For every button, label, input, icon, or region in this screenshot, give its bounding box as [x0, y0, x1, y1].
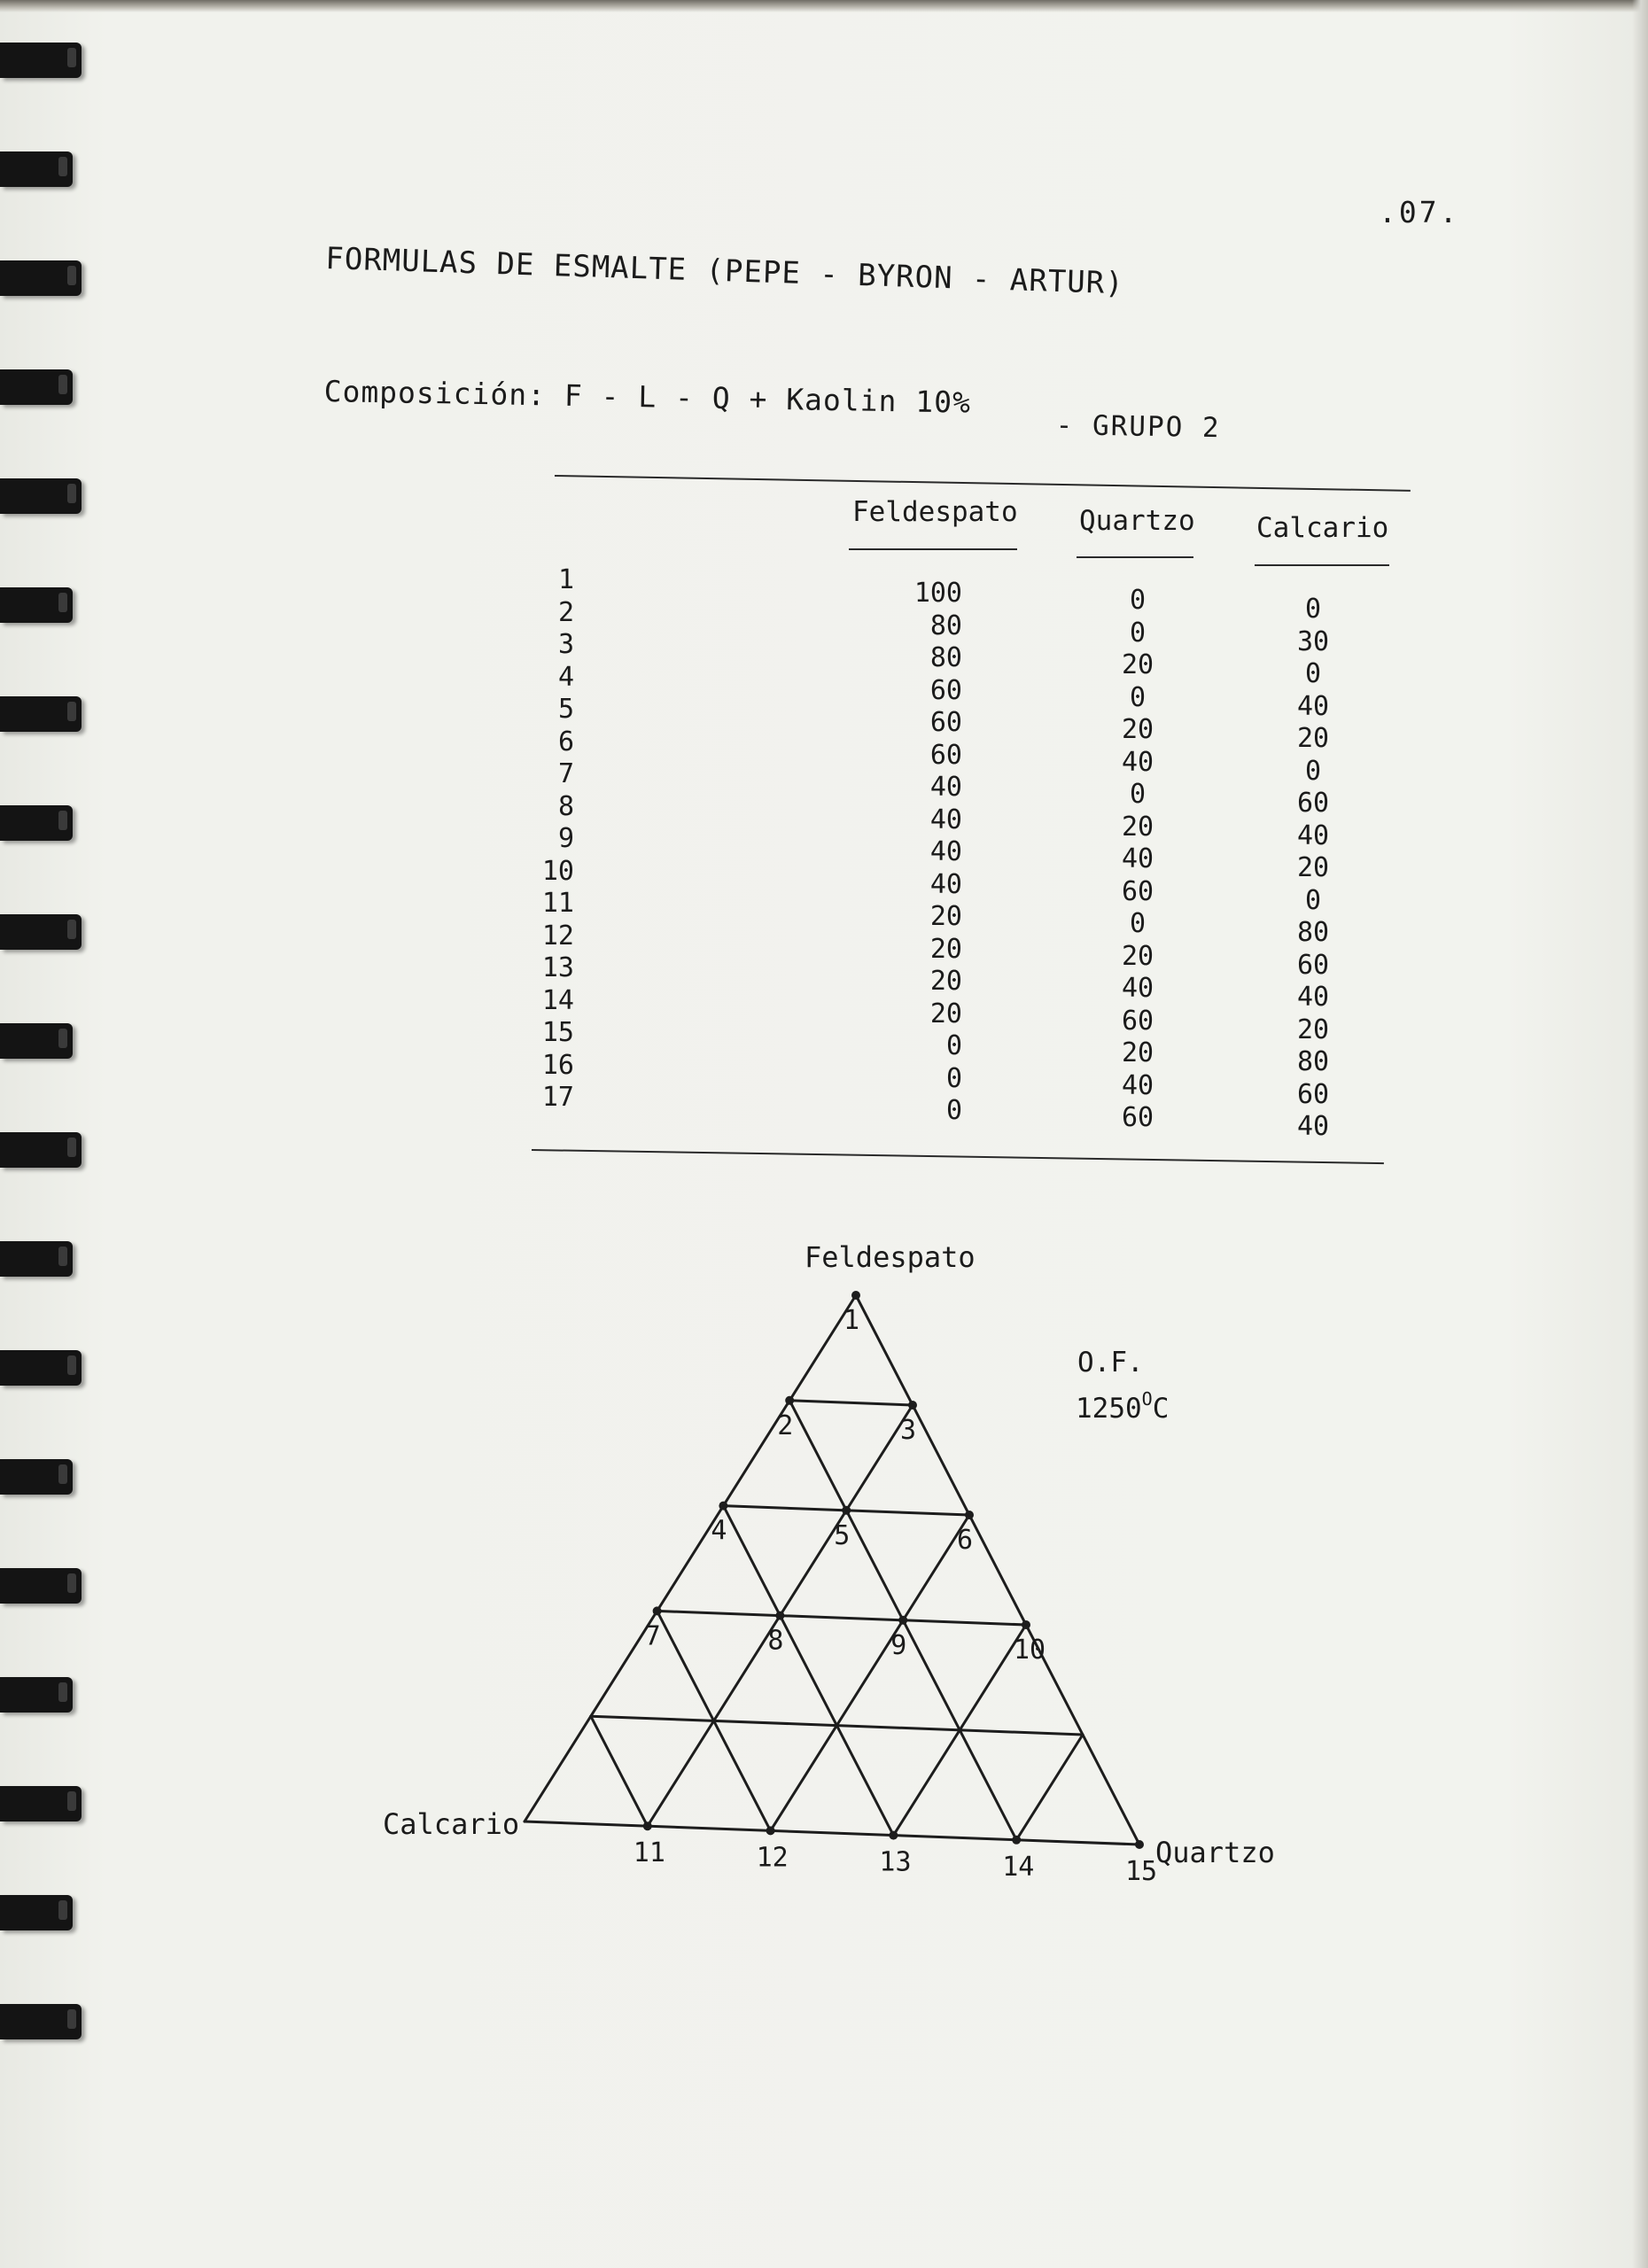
composition-point	[1022, 1620, 1030, 1629]
cell-quartzo: 20	[1121, 714, 1154, 745]
row-number: 15	[541, 1017, 574, 1048]
row-number: 5	[557, 694, 574, 725]
cell-quartzo: 0	[1129, 585, 1147, 616]
cell-quartzo: 40	[1121, 1069, 1154, 1101]
composition-point	[1012, 1836, 1021, 1845]
cell-feldespato: 40	[929, 804, 962, 835]
composition-point	[785, 1396, 794, 1405]
cell-feldespato: 20	[929, 966, 962, 997]
cell-calcario: 40	[1296, 690, 1330, 722]
cell-quartzo: 20	[1121, 649, 1154, 680]
point-label: 15	[1125, 1856, 1158, 1887]
row-number: 9	[557, 823, 574, 854]
grid-line-horizontal	[657, 1611, 1026, 1625]
point-label: 2	[777, 1410, 794, 1441]
point-label: 11	[633, 1837, 665, 1869]
point-label: 7	[644, 1620, 661, 1652]
cell-feldespato: 40	[929, 836, 962, 867]
header-feldespato: Feldespato	[852, 496, 1018, 528]
grid-line-horizontal	[525, 1821, 1139, 1845]
cell-calcario: 60	[1296, 788, 1330, 819]
composition-point	[643, 1821, 652, 1830]
cell-quartzo: 0	[1129, 681, 1147, 713]
cell-quartzo: 40	[1121, 973, 1154, 1004]
cell-feldespato: 20	[929, 901, 962, 932]
row-number: 17	[541, 1082, 574, 1113]
composition-point	[842, 1506, 851, 1515]
vertex-label-calcario: Calcario	[383, 1807, 520, 1841]
cell-calcario: 30	[1296, 625, 1330, 657]
row-number: 11	[541, 888, 574, 919]
cell-calcario: 40	[1296, 1111, 1330, 1142]
vertex-label-quartzo: Quartzo	[1155, 1836, 1275, 1869]
composition-point	[889, 1831, 898, 1840]
cell-quartzo: 60	[1121, 1005, 1154, 1037]
composition-point	[775, 1612, 784, 1620]
cell-calcario: 0	[1304, 658, 1322, 689]
cell-feldespato: 40	[929, 868, 962, 900]
cell-calcario: 20	[1296, 723, 1330, 754]
cell-quartzo: 60	[1121, 1102, 1154, 1133]
cell-quartzo: 20	[1121, 940, 1154, 972]
cell-quartzo: 0	[1129, 617, 1147, 649]
point-label: 8	[767, 1625, 784, 1657]
cell-feldespato: 20	[929, 933, 962, 965]
grid-line-horizontal	[789, 1401, 913, 1405]
point-label: 10	[1014, 1635, 1046, 1666]
page-number: .07.	[1379, 195, 1460, 229]
degree-symbol: O	[1141, 1388, 1153, 1410]
row-number: 1	[557, 564, 574, 595]
cell-calcario: 20	[1296, 1014, 1330, 1045]
cell-quartzo: 40	[1121, 843, 1154, 874]
point-label: 13	[879, 1846, 912, 1878]
cell-feldespato: 60	[929, 674, 962, 706]
point-label: 3	[900, 1415, 917, 1446]
composition-point	[898, 1616, 907, 1625]
cell-calcario: 0	[1304, 594, 1322, 625]
cell-quartzo: 0	[1129, 908, 1147, 939]
grid-line-right-diagonal	[525, 1295, 856, 1821]
composition-point	[766, 1826, 775, 1835]
row-number: 4	[557, 661, 574, 693]
firing-atmosphere: O.F.	[1077, 1347, 1144, 1379]
vertex-label-feldespato: Feldespato	[805, 1240, 976, 1274]
point-label: 9	[890, 1629, 907, 1661]
grid-line-left-diagonal	[723, 1506, 893, 1836]
cell-calcario: 80	[1296, 1046, 1330, 1077]
composition-point	[908, 1401, 917, 1410]
cell-feldespato: 0	[945, 1095, 962, 1126]
cell-feldespato: 60	[929, 739, 962, 771]
cell-quartzo: 60	[1121, 875, 1154, 907]
composition-point	[719, 1502, 727, 1511]
grid-line-right-diagonal	[1016, 1735, 1083, 1840]
cell-feldespato: 80	[929, 642, 962, 673]
composition-point	[1135, 1840, 1144, 1849]
composition-point	[851, 1291, 860, 1300]
cell-calcario: 0	[1304, 755, 1322, 787]
point-label: 5	[834, 1519, 851, 1551]
cell-feldespato: 40	[929, 772, 962, 803]
cell-calcario: 0	[1304, 884, 1322, 916]
header-quartzo: Quartzo	[1079, 505, 1195, 537]
cell-quartzo: 40	[1121, 746, 1154, 778]
row-number: 6	[557, 726, 574, 757]
cell-feldespato: 80	[929, 610, 962, 641]
point-label: 6	[957, 1525, 974, 1556]
row-number: 7	[557, 758, 574, 789]
grid-line-horizontal	[591, 1716, 1083, 1735]
point-label: 12	[756, 1842, 789, 1874]
grid-line-right-diagonal	[771, 1515, 969, 1830]
cell-calcario: 60	[1296, 1078, 1330, 1110]
row-number: 13	[541, 952, 574, 983]
row-number: 12	[541, 920, 574, 951]
composition-line: Composición: F - L - Q + Kaolin 10%	[323, 374, 972, 420]
composition-point	[653, 1606, 662, 1615]
temperature-value: 1250	[1076, 1393, 1142, 1425]
cell-calcario: 40	[1296, 819, 1330, 851]
cell-feldespato: 100	[913, 578, 962, 609]
cell-quartzo: 0	[1129, 779, 1147, 810]
row-number: 3	[557, 629, 574, 660]
firing-temperature	[1076, 1388, 1169, 1425]
row-number: 16	[541, 1049, 574, 1081]
temperature-unit: C	[1152, 1393, 1170, 1425]
cell-calcario: 20	[1296, 852, 1330, 883]
cell-calcario: 40	[1296, 982, 1330, 1013]
cell-calcario: 60	[1296, 949, 1330, 981]
cell-quartzo: 20	[1121, 1037, 1154, 1068]
header-calcario: Calcario	[1256, 512, 1389, 544]
row-number: 2	[557, 596, 574, 628]
cell-feldespato: 60	[929, 707, 962, 738]
row-number: 10	[541, 855, 574, 887]
point-label: 4	[711, 1515, 727, 1547]
cell-feldespato: 20	[929, 998, 962, 1029]
cell-calcario: 80	[1296, 917, 1330, 948]
cell-quartzo: 20	[1121, 811, 1154, 843]
page-title: FORMULAS DE ESMALTE (PEPE - BYRON - ARTUR)	[324, 241, 1125, 302]
row-number: 8	[557, 790, 574, 822]
row-number: 14	[541, 984, 574, 1016]
group-label: - GRUPO 2	[1055, 409, 1221, 445]
composition-point	[965, 1511, 974, 1519]
grid-line-left-diagonal	[591, 1716, 648, 1826]
point-label: 14	[1002, 1851, 1035, 1883]
point-label: 1	[843, 1305, 860, 1336]
cell-feldespato: 0	[945, 1062, 962, 1094]
cell-feldespato: 0	[945, 1030, 962, 1061]
